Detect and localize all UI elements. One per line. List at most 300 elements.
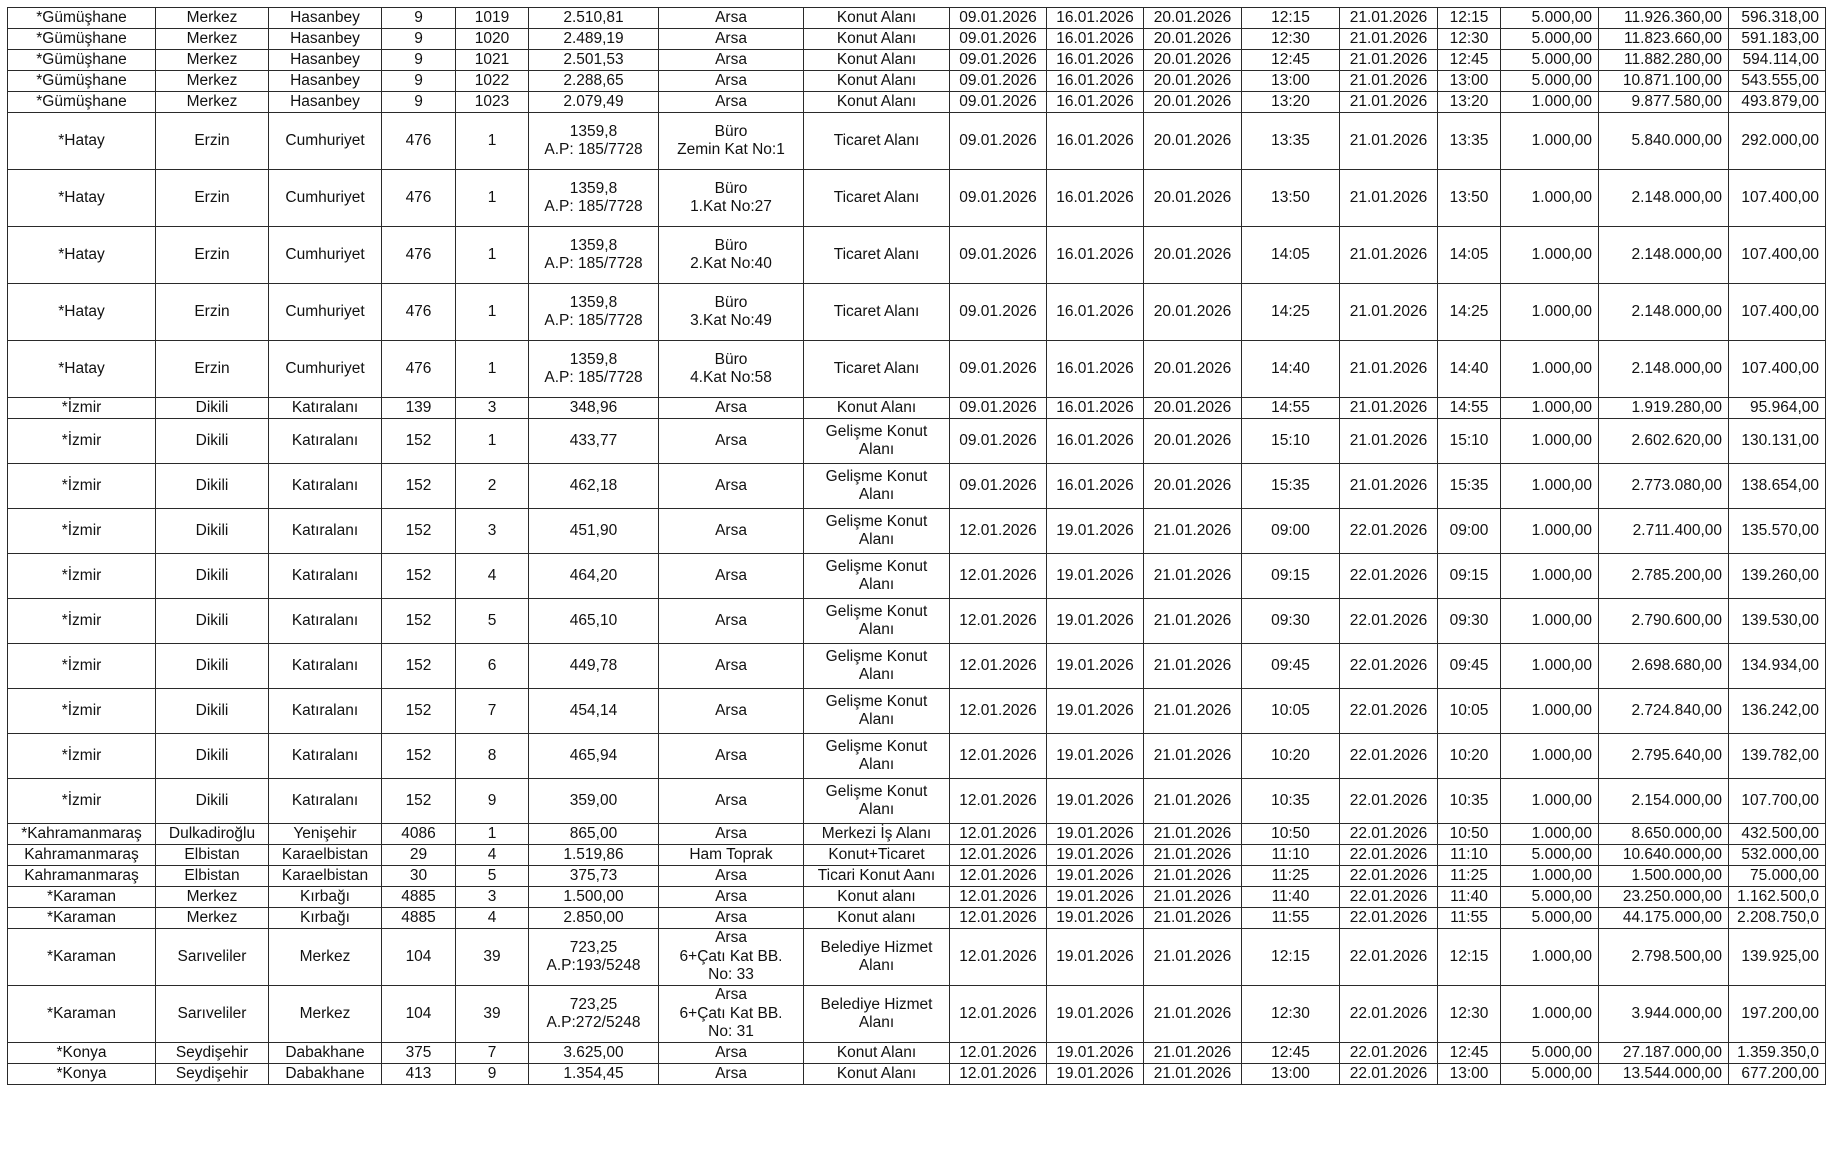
table-row (8, 554, 1826, 599)
cell-neighborhood: Cumhuriyet (269, 227, 382, 284)
cell-second-auction-date: 22.01.2026 (1340, 689, 1438, 734)
table-row (8, 170, 1826, 227)
cell-parcel-no: 5 (456, 866, 529, 887)
cell-second-auction-time: 14:55 (1438, 398, 1501, 419)
cell-property-type (659, 986, 804, 1043)
cell-application-date: 16.01.2026 (1047, 341, 1144, 398)
cell-block-no: 4885 (382, 887, 456, 908)
cell-deposit: 5.000,00 (1501, 50, 1599, 71)
cell-area-line: 451,90 (569, 521, 618, 539)
cell-estimated-value: 10.640.000,00 (1599, 845, 1729, 866)
cell-second-auction-date: 21.01.2026 (1340, 71, 1438, 92)
cell-property-type-line: 6+Çatı Kat BB. (679, 947, 783, 965)
cell-area-line: 348,96 (569, 398, 618, 416)
cell-neighborhood: Hasanbey (269, 8, 382, 29)
cell-second-auction-date: 21.01.2026 (1340, 8, 1438, 29)
cell-zoning-line: Konut Alanı (836, 1064, 917, 1082)
cell-block-no: 104 (382, 986, 456, 1043)
cell-first-auction-time: 09:30 (1242, 599, 1340, 644)
cell-area-line: 1359,8 (569, 122, 618, 140)
cell-application-date: 19.01.2026 (1047, 1043, 1144, 1064)
cell-neighborhood: Kırbağı (269, 887, 382, 908)
cell-second-auction-date: 22.01.2026 (1340, 734, 1438, 779)
cell-announce-date: 12.01.2026 (950, 887, 1047, 908)
cell-estimated-value: 23.250.000,00 (1599, 887, 1729, 908)
cell-deposit: 5.000,00 (1501, 845, 1599, 866)
cell-block-no: 152 (382, 689, 456, 734)
cell-second-auction-time: 14:05 (1438, 227, 1501, 284)
cell-neighborhood: Hasanbey (269, 50, 382, 71)
cell-second-auction-time: 13:35 (1438, 113, 1501, 170)
cell-block-no: 9 (382, 50, 456, 71)
cell-property-type (659, 1064, 804, 1085)
cell-first-auction-date: 21.01.2026 (1144, 779, 1242, 824)
cell-district: Erzin (156, 113, 269, 170)
cell-application-date: 16.01.2026 (1047, 71, 1144, 92)
cell-first-auction-time: 10:35 (1242, 779, 1340, 824)
table-row (8, 419, 1826, 464)
cell-second-auction-time: 11:10 (1438, 845, 1501, 866)
cell-block-no: 476 (382, 341, 456, 398)
cell-second-auction-time: 13:00 (1438, 71, 1501, 92)
cell-first-auction-date: 21.01.2026 (1144, 554, 1242, 599)
cell-first-auction-date: 20.01.2026 (1144, 398, 1242, 419)
cell-property-type-line: Arsa (715, 29, 747, 47)
cell-second-auction-date: 22.01.2026 (1340, 644, 1438, 689)
cell-property-type-line: Büro (714, 293, 748, 311)
cell-area (529, 50, 659, 71)
table-row (8, 887, 1826, 908)
cell-province: *İzmir (8, 419, 156, 464)
cell-application-date: 16.01.2026 (1047, 284, 1144, 341)
cell-zoning (804, 398, 950, 419)
cell-second-auction-date: 22.01.2026 (1340, 599, 1438, 644)
cell-temporary-guarantee: 1.359.350,0 (1729, 1043, 1826, 1064)
cell-second-auction-date: 22.01.2026 (1340, 1064, 1438, 1085)
cell-zoning-line: Alanı (858, 621, 895, 638)
cell-property-type-line: Arsa (715, 71, 747, 89)
cell-neighborhood: Katıralanı (269, 398, 382, 419)
cell-second-auction-date: 22.01.2026 (1340, 908, 1438, 929)
cell-estimated-value: 2.148.000,00 (1599, 284, 1729, 341)
auction-table (7, 7, 1826, 1085)
cell-temporary-guarantee: 134.934,00 (1729, 644, 1826, 689)
cell-temporary-guarantee: 139.782,00 (1729, 734, 1826, 779)
cell-zoning (804, 845, 950, 866)
cell-announce-date: 12.01.2026 (950, 866, 1047, 887)
cell-application-date: 16.01.2026 (1047, 29, 1144, 50)
cell-second-auction-date: 21.01.2026 (1340, 29, 1438, 50)
cell-first-auction-date: 20.01.2026 (1144, 71, 1242, 92)
cell-area (529, 824, 659, 845)
table-row (8, 644, 1826, 689)
cell-temporary-guarantee: 107.400,00 (1729, 284, 1826, 341)
cell-district: Dikili (156, 779, 269, 824)
cell-temporary-guarantee: 75.000,00 (1729, 866, 1826, 887)
cell-neighborhood: Merkez (269, 986, 382, 1043)
cell-area-line: 2.288,65 (563, 71, 624, 89)
cell-zoning (804, 908, 950, 929)
cell-area-line: 1.500,00 (563, 887, 624, 905)
cell-zoning-line: Ticaret Alanı (833, 359, 920, 377)
cell-estimated-value: 2.148.000,00 (1599, 170, 1729, 227)
cell-district: Merkez (156, 92, 269, 113)
cell-property-type-line: Arsa (715, 866, 747, 884)
table-row (8, 71, 1826, 92)
cell-province: *Karaman (8, 908, 156, 929)
cell-district: Dikili (156, 599, 269, 644)
table-row (8, 734, 1826, 779)
cell-temporary-guarantee: 107.400,00 (1729, 341, 1826, 398)
cell-district: Elbistan (156, 866, 269, 887)
cell-temporary-guarantee: 107.700,00 (1729, 779, 1826, 824)
cell-parcel-no: 1 (456, 419, 529, 464)
cell-block-no: 375 (382, 1043, 456, 1064)
table-row (8, 824, 1826, 845)
table-row (8, 779, 1826, 824)
cell-province: *İzmir (8, 689, 156, 734)
cell-area-line: A.P:193/5248 (546, 957, 641, 974)
cell-estimated-value: 27.187.000,00 (1599, 1043, 1729, 1064)
cell-zoning (804, 464, 950, 509)
cell-area (529, 170, 659, 227)
cell-district: Dikili (156, 464, 269, 509)
cell-property-type-line: Arsa (715, 791, 747, 809)
cell-second-auction-time: 14:40 (1438, 341, 1501, 398)
cell-zoning (804, 779, 950, 824)
cell-neighborhood: Hasanbey (269, 92, 382, 113)
cell-neighborhood: Cumhuriyet (269, 341, 382, 398)
cell-property-type-line: Büro (714, 350, 748, 368)
cell-second-auction-date: 22.01.2026 (1340, 554, 1438, 599)
cell-zoning (804, 929, 950, 986)
cell-second-auction-date: 21.01.2026 (1340, 284, 1438, 341)
cell-neighborhood: Cumhuriyet (269, 170, 382, 227)
cell-zoning (804, 1043, 950, 1064)
cell-zoning-line: Konut alanı (837, 908, 916, 926)
cell-first-auction-time: 10:50 (1242, 824, 1340, 845)
cell-announce-date: 12.01.2026 (950, 1043, 1047, 1064)
cell-property-type-line: Büro (714, 236, 748, 254)
cell-deposit: 5.000,00 (1501, 908, 1599, 929)
cell-property-type-line: Arsa (715, 566, 747, 584)
cell-property-type (659, 734, 804, 779)
cell-area (529, 92, 659, 113)
cell-property-type-line: Arsa (715, 986, 747, 1004)
cell-neighborhood: Katıralanı (269, 689, 382, 734)
cell-temporary-guarantee: 139.530,00 (1729, 599, 1826, 644)
cell-zoning (804, 419, 950, 464)
cell-temporary-guarantee: 596.318,00 (1729, 8, 1826, 29)
cell-province: *Konya (8, 1064, 156, 1085)
cell-zoning (804, 8, 950, 29)
cell-zoning-line: Gelişme Konut (825, 692, 928, 710)
cell-second-auction-time: 10:50 (1438, 824, 1501, 845)
cell-first-auction-date: 21.01.2026 (1144, 866, 1242, 887)
cell-estimated-value: 2.790.600,00 (1599, 599, 1729, 644)
cell-district: Seydişehir (156, 1043, 269, 1064)
cell-property-type-line: Arsa (715, 431, 747, 449)
cell-deposit: 1.000,00 (1501, 554, 1599, 599)
table-row (8, 92, 1826, 113)
cell-first-auction-time: 13:50 (1242, 170, 1340, 227)
cell-property-type (659, 908, 804, 929)
cell-property-type-line: Arsa (715, 8, 747, 26)
cell-property-type-line: 2.Kat No:40 (690, 255, 772, 272)
cell-area (529, 908, 659, 929)
cell-second-auction-time: 12:15 (1438, 8, 1501, 29)
cell-property-type (659, 419, 804, 464)
cell-first-auction-date: 21.01.2026 (1144, 986, 1242, 1043)
cell-property-type (659, 509, 804, 554)
cell-deposit: 1.000,00 (1501, 824, 1599, 845)
cell-property-type-line: No: 33 (708, 966, 754, 984)
cell-announce-date: 09.01.2026 (950, 50, 1047, 71)
cell-district: Sarıveliler (156, 929, 269, 986)
cell-estimated-value: 3.944.000,00 (1599, 986, 1729, 1043)
cell-zoning-line: Konut Alanı (836, 71, 917, 89)
cell-parcel-no: 1020 (456, 29, 529, 50)
cell-zoning-line: Alanı (858, 756, 895, 773)
cell-zoning-line: Gelişme Konut (825, 782, 928, 800)
cell-announce-date: 12.01.2026 (950, 845, 1047, 866)
cell-temporary-guarantee: 107.400,00 (1729, 227, 1826, 284)
cell-property-type (659, 398, 804, 419)
cell-application-date: 19.01.2026 (1047, 554, 1144, 599)
cell-parcel-no: 1023 (456, 92, 529, 113)
cell-first-auction-time: 15:10 (1242, 419, 1340, 464)
cell-temporary-guarantee: 292.000,00 (1729, 113, 1826, 170)
cell-block-no: 152 (382, 509, 456, 554)
cell-application-date: 19.01.2026 (1047, 599, 1144, 644)
cell-block-no: 152 (382, 554, 456, 599)
cell-announce-date: 09.01.2026 (950, 170, 1047, 227)
cell-property-type-line: Arsa (715, 521, 747, 539)
cell-deposit: 5.000,00 (1501, 1043, 1599, 1064)
cell-property-type-line: Arsa (715, 1064, 747, 1082)
cell-province: *Gümüşhane (8, 92, 156, 113)
cell-zoning-line: Konut+Ticaret (828, 845, 925, 863)
cell-estimated-value: 11.926.360,00 (1599, 8, 1729, 29)
cell-block-no: 413 (382, 1064, 456, 1085)
cell-neighborhood: Karaelbistan (269, 845, 382, 866)
cell-first-auction-time: 10:20 (1242, 734, 1340, 779)
cell-district: Erzin (156, 227, 269, 284)
cell-parcel-no: 7 (456, 689, 529, 734)
cell-second-auction-time: 13:00 (1438, 1064, 1501, 1085)
cell-area (529, 29, 659, 50)
cell-zoning-line: Konut alanı (837, 887, 916, 905)
cell-province: *Gümüşhane (8, 50, 156, 71)
cell-property-type-line: 3.Kat No:49 (690, 312, 772, 329)
cell-property-type-line: Zemin Kat No:1 (677, 141, 785, 158)
cell-property-type (659, 689, 804, 734)
cell-zoning-line: Gelişme Konut (825, 422, 928, 440)
cell-second-auction-time: 09:00 (1438, 509, 1501, 554)
cell-temporary-guarantee: 532.000,00 (1729, 845, 1826, 866)
cell-second-auction-date: 21.01.2026 (1340, 170, 1438, 227)
cell-zoning-line: Alanı (858, 486, 895, 503)
cell-zoning (804, 341, 950, 398)
cell-estimated-value: 9.877.580,00 (1599, 92, 1729, 113)
cell-application-date: 16.01.2026 (1047, 419, 1144, 464)
cell-area (529, 779, 659, 824)
cell-first-auction-time: 14:05 (1242, 227, 1340, 284)
cell-second-auction-date: 22.01.2026 (1340, 986, 1438, 1043)
cell-zoning-line: Gelişme Konut (825, 512, 928, 530)
cell-estimated-value: 8.650.000,00 (1599, 824, 1729, 845)
cell-first-auction-date: 20.01.2026 (1144, 284, 1242, 341)
table-row (8, 689, 1826, 734)
cell-area (529, 866, 659, 887)
cell-second-auction-date: 21.01.2026 (1340, 50, 1438, 71)
cell-application-date: 16.01.2026 (1047, 113, 1144, 170)
cell-zoning-line: Alanı (858, 1014, 895, 1031)
cell-announce-date: 12.01.2026 (950, 908, 1047, 929)
cell-parcel-no: 3 (456, 398, 529, 419)
cell-property-type-line: Arsa (715, 887, 747, 905)
cell-first-auction-date: 20.01.2026 (1144, 419, 1242, 464)
cell-second-auction-date: 22.01.2026 (1340, 824, 1438, 845)
cell-block-no: 9 (382, 29, 456, 50)
cell-second-auction-time: 12:15 (1438, 929, 1501, 986)
cell-zoning-line: Gelişme Konut (825, 602, 928, 620)
cell-province: Kahramanmaraş (8, 845, 156, 866)
cell-zoning-line: Gelişme Konut (825, 737, 928, 755)
cell-district: Dikili (156, 554, 269, 599)
cell-zoning-line: Ticaret Alanı (833, 302, 920, 320)
cell-district: Erzin (156, 341, 269, 398)
cell-zoning (804, 986, 950, 1043)
table-row (8, 986, 1826, 1043)
cell-announce-date: 12.01.2026 (950, 509, 1047, 554)
cell-neighborhood: Karaelbistan (269, 866, 382, 887)
cell-block-no: 476 (382, 284, 456, 341)
cell-property-type (659, 554, 804, 599)
cell-block-no: 104 (382, 929, 456, 986)
cell-first-auction-time: 10:05 (1242, 689, 1340, 734)
cell-neighborhood: Katıralanı (269, 734, 382, 779)
cell-property-type (659, 170, 804, 227)
cell-parcel-no: 1 (456, 227, 529, 284)
cell-block-no: 152 (382, 419, 456, 464)
cell-property-type (659, 824, 804, 845)
cell-deposit: 1.000,00 (1501, 227, 1599, 284)
cell-first-auction-date: 21.01.2026 (1144, 644, 1242, 689)
cell-first-auction-time: 09:15 (1242, 554, 1340, 599)
cell-area (529, 689, 659, 734)
cell-area (529, 1064, 659, 1085)
cell-property-type (659, 29, 804, 50)
cell-property-type (659, 779, 804, 824)
cell-block-no: 4086 (382, 824, 456, 845)
cell-deposit: 1.000,00 (1501, 929, 1599, 986)
cell-temporary-guarantee: 107.400,00 (1729, 170, 1826, 227)
cell-zoning (804, 1064, 950, 1085)
cell-temporary-guarantee: 135.570,00 (1729, 509, 1826, 554)
cell-parcel-no: 2 (456, 464, 529, 509)
cell-first-auction-time: 12:45 (1242, 1043, 1340, 1064)
cell-estimated-value: 44.175.000,00 (1599, 908, 1729, 929)
cell-area-line: 1359,8 (569, 179, 618, 197)
cell-area (529, 734, 659, 779)
cell-zoning (804, 887, 950, 908)
cell-second-auction-date: 21.01.2026 (1340, 419, 1438, 464)
cell-estimated-value: 2.724.840,00 (1599, 689, 1729, 734)
cell-area-line: 1.354,45 (563, 1064, 624, 1082)
cell-neighborhood: Katıralanı (269, 599, 382, 644)
cell-deposit: 5.000,00 (1501, 1064, 1599, 1085)
table-row (8, 8, 1826, 29)
cell-block-no: 152 (382, 464, 456, 509)
cell-zoning (804, 227, 950, 284)
cell-second-auction-time: 09:45 (1438, 644, 1501, 689)
cell-area-line: 465,10 (569, 611, 618, 629)
cell-first-auction-time: 11:40 (1242, 887, 1340, 908)
cell-province: *Gümüşhane (8, 71, 156, 92)
cell-first-auction-date: 20.01.2026 (1144, 29, 1242, 50)
cell-neighborhood: Katıralanı (269, 509, 382, 554)
cell-area (529, 1043, 659, 1064)
cell-zoning (804, 824, 950, 845)
cell-application-date: 19.01.2026 (1047, 824, 1144, 845)
cell-announce-date: 12.01.2026 (950, 734, 1047, 779)
cell-announce-date: 09.01.2026 (950, 398, 1047, 419)
cell-first-auction-time: 12:15 (1242, 929, 1340, 986)
cell-zoning-line: Alanı (858, 666, 895, 683)
cell-block-no: 9 (382, 92, 456, 113)
cell-second-auction-time: 15:10 (1438, 419, 1501, 464)
cell-zoning-line: Belediye Hizmet (820, 995, 933, 1013)
cell-first-auction-time: 13:00 (1242, 71, 1340, 92)
cell-first-auction-time: 14:40 (1242, 341, 1340, 398)
cell-estimated-value: 11.882.280,00 (1599, 50, 1729, 71)
cell-parcel-no: 7 (456, 1043, 529, 1064)
cell-property-type (659, 8, 804, 29)
cell-first-auction-date: 21.01.2026 (1144, 734, 1242, 779)
cell-zoning-line: Alanı (858, 441, 895, 458)
cell-parcel-no: 1021 (456, 50, 529, 71)
cell-temporary-guarantee: 138.654,00 (1729, 464, 1826, 509)
cell-deposit: 1.000,00 (1501, 92, 1599, 113)
cell-first-auction-date: 21.01.2026 (1144, 908, 1242, 929)
cell-zoning (804, 29, 950, 50)
cell-announce-date: 12.01.2026 (950, 644, 1047, 689)
cell-area-line: A.P: 185/7728 (544, 312, 643, 329)
cell-estimated-value: 2.698.680,00 (1599, 644, 1729, 689)
cell-announce-date: 12.01.2026 (950, 689, 1047, 734)
cell-property-type-line: Arsa (715, 929, 747, 947)
cell-area-line: 454,14 (569, 701, 618, 719)
table-row (8, 908, 1826, 929)
cell-second-auction-time: 13:20 (1438, 92, 1501, 113)
cell-area-line: 1359,8 (569, 293, 618, 311)
cell-neighborhood: Yenişehir (269, 824, 382, 845)
cell-district: Erzin (156, 170, 269, 227)
cell-property-type (659, 1043, 804, 1064)
cell-deposit: 5.000,00 (1501, 71, 1599, 92)
cell-district: Merkez (156, 71, 269, 92)
cell-announce-date: 09.01.2026 (950, 71, 1047, 92)
cell-area-line: A.P: 185/7728 (544, 369, 643, 386)
cell-property-type-line: Arsa (715, 92, 747, 110)
cell-parcel-no: 4 (456, 908, 529, 929)
table-row (8, 284, 1826, 341)
cell-property-type-line: Arsa (715, 398, 747, 416)
cell-zoning (804, 866, 950, 887)
cell-first-auction-time: 12:30 (1242, 29, 1340, 50)
cell-first-auction-date: 21.01.2026 (1144, 1043, 1242, 1064)
